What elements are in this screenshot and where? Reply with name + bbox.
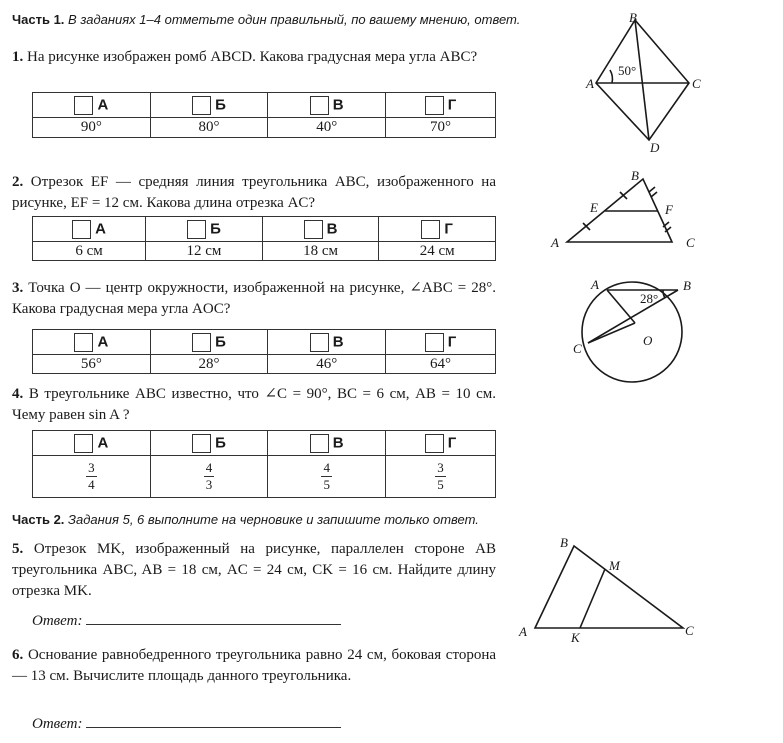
q4-value-a: $\frac{3}{4}$	[33, 456, 151, 498]
checkbox[interactable]	[192, 333, 211, 352]
q2-value-b: 12 см	[146, 242, 263, 261]
answer-input-line[interactable]	[86, 610, 341, 625]
checkbox[interactable]	[310, 96, 329, 115]
figure-triangle-mk	[515, 535, 705, 647]
part2-instruction: Задания 5, 6 выполните на черновике и запишите только ответ.	[68, 512, 479, 527]
checkbox[interactable]	[187, 220, 206, 239]
label-b: B	[631, 168, 639, 183]
q2-value-g: 24 см	[379, 242, 496, 261]
question-1-options	[32, 92, 496, 138]
q3-option-g[interactable]: Г	[386, 330, 496, 355]
part1-header	[12, 12, 520, 27]
q3-value-b: 28°	[150, 355, 268, 374]
checkbox[interactable]	[74, 96, 93, 115]
q3-value-a: 56°	[33, 355, 151, 374]
label-k: K	[571, 630, 580, 645]
q4-value-b: $\frac{4}{3}$	[150, 456, 268, 498]
checkbox[interactable]	[425, 434, 444, 453]
question-6-text: Основание равнобедренного треугольника равно 24 см, боковая сторона — 13 см. Вычислите площадь данного треугольника.	[12, 647, 497, 684]
label-a: A	[519, 624, 527, 639]
q1-option-v[interactable]: В	[268, 93, 386, 118]
part2-label: Часть 2.	[12, 512, 65, 527]
q4-option-v[interactable]: В	[268, 431, 386, 456]
label-e: E	[590, 200, 598, 215]
label-d: D	[650, 140, 660, 153]
label-c: C	[692, 76, 701, 91]
label-b: B	[629, 10, 637, 25]
question-3	[12, 278, 496, 320]
angle-label: 50°	[618, 63, 637, 78]
q1-option-a[interactable]: А	[33, 93, 151, 118]
question-4-options	[32, 430, 496, 498]
q3-value-v: 46°	[268, 355, 386, 374]
question-2-options	[32, 216, 496, 261]
part1-label: Часть 1.	[12, 12, 65, 27]
checkbox[interactable]	[421, 220, 440, 239]
checkbox[interactable]	[304, 220, 323, 239]
q2-value-a: 6 см	[33, 242, 146, 261]
q4-option-b[interactable]: Б	[150, 431, 268, 456]
q2-option-g[interactable]: Г	[379, 217, 496, 242]
q4-value-g: $\frac{3}{5}$	[386, 456, 496, 498]
question-5-answer	[32, 610, 341, 630]
figure-circle	[565, 275, 705, 400]
q2-option-b[interactable]: Б	[146, 217, 263, 242]
angle-label: 28°	[640, 291, 659, 306]
q4-option-a[interactable]: А	[33, 431, 151, 456]
question-6-number: 6.	[12, 647, 24, 663]
q2-option-a[interactable]: А	[33, 217, 146, 242]
question-3-text: Точка O — центр окружности, изображенной на рисунке, ∠ABC = 28°. Какова градусная мера угла AOC?	[12, 280, 497, 317]
q1-value-b: 80°	[150, 118, 268, 138]
label-c: C	[685, 623, 694, 638]
checkbox[interactable]	[310, 434, 329, 453]
label-b: B	[683, 278, 691, 293]
question-3-number: 3.	[12, 280, 24, 296]
q1-option-g[interactable]: Г	[386, 93, 496, 118]
label-o: O	[643, 333, 653, 348]
question-4	[12, 384, 496, 426]
question-1-number: 1.	[12, 49, 24, 65]
part1-instruction: В заданиях 1–4 отметьте один правильный, по вашему мнению, ответ.	[68, 12, 521, 27]
label-c: C	[686, 235, 695, 250]
question-4-text: В треугольнике ABC известно, что ∠C = 90°, BC = 6 см, AB = 10 см. Чему равен sin A ?	[12, 386, 497, 423]
q2-value-v: 18 см	[262, 242, 379, 261]
q3-option-b[interactable]: Б	[150, 330, 268, 355]
checkbox[interactable]	[310, 333, 329, 352]
label-a: A	[586, 76, 594, 91]
question-2	[12, 172, 496, 214]
checkbox[interactable]	[74, 333, 93, 352]
q1-value-g: 70°	[386, 118, 496, 138]
checkbox[interactable]	[72, 220, 91, 239]
label-a: A	[591, 277, 599, 292]
label-m: M	[609, 558, 620, 573]
question-5-number: 5.	[12, 541, 24, 557]
answer-label: Ответ:	[32, 716, 83, 732]
checkbox[interactable]	[425, 333, 444, 352]
question-5-text: Отрезок MK, изображенный на рисунке, параллелен стороне AB треугольника ABC, AB = 18 см, AC = 24 см, CK = 16 см. Найдите длину отрезка MK.	[12, 541, 496, 599]
q1-value-a: 90°	[33, 118, 151, 138]
question-1	[12, 47, 496, 68]
question-5	[12, 539, 496, 602]
figure-triangle-midline	[545, 165, 705, 255]
label-f: F	[665, 202, 673, 217]
question-2-number: 2.	[12, 174, 24, 190]
q3-option-v[interactable]: В	[268, 330, 386, 355]
question-1-text: На рисунке изображен ромб ABCD. Какова градусная мера угла ABC?	[27, 49, 478, 65]
label-a: A	[551, 235, 559, 250]
checkbox[interactable]	[192, 96, 211, 115]
q1-option-b[interactable]: Б	[150, 93, 268, 118]
q4-value-v: $\frac{4}{5}$	[268, 456, 386, 498]
question-2-text: Отрезок EF — средняя линия треугольника ABC, изображенного на рисунке, EF = 12 см. Какова длина отрезка AC?	[12, 174, 496, 211]
figure-rhombus	[580, 8, 710, 153]
q4-option-g[interactable]: Г	[386, 431, 496, 456]
question-6-answer	[32, 713, 341, 733]
q1-value-v: 40°	[268, 118, 386, 138]
label-b: B	[560, 535, 568, 550]
part2-header	[12, 512, 479, 527]
question-4-number: 4.	[12, 386, 24, 402]
q3-value-g: 64°	[386, 355, 496, 374]
answer-label: Ответ:	[32, 613, 83, 629]
checkbox[interactable]	[192, 434, 211, 453]
question-3-options	[32, 329, 496, 374]
checkbox[interactable]	[425, 96, 444, 115]
q2-option-v[interactable]: В	[262, 217, 379, 242]
question-6	[12, 645, 496, 687]
checkbox[interactable]	[74, 434, 93, 453]
q3-option-a[interactable]: А	[33, 330, 151, 355]
answer-input-line[interactable]	[86, 713, 341, 728]
label-c: C	[573, 341, 582, 356]
